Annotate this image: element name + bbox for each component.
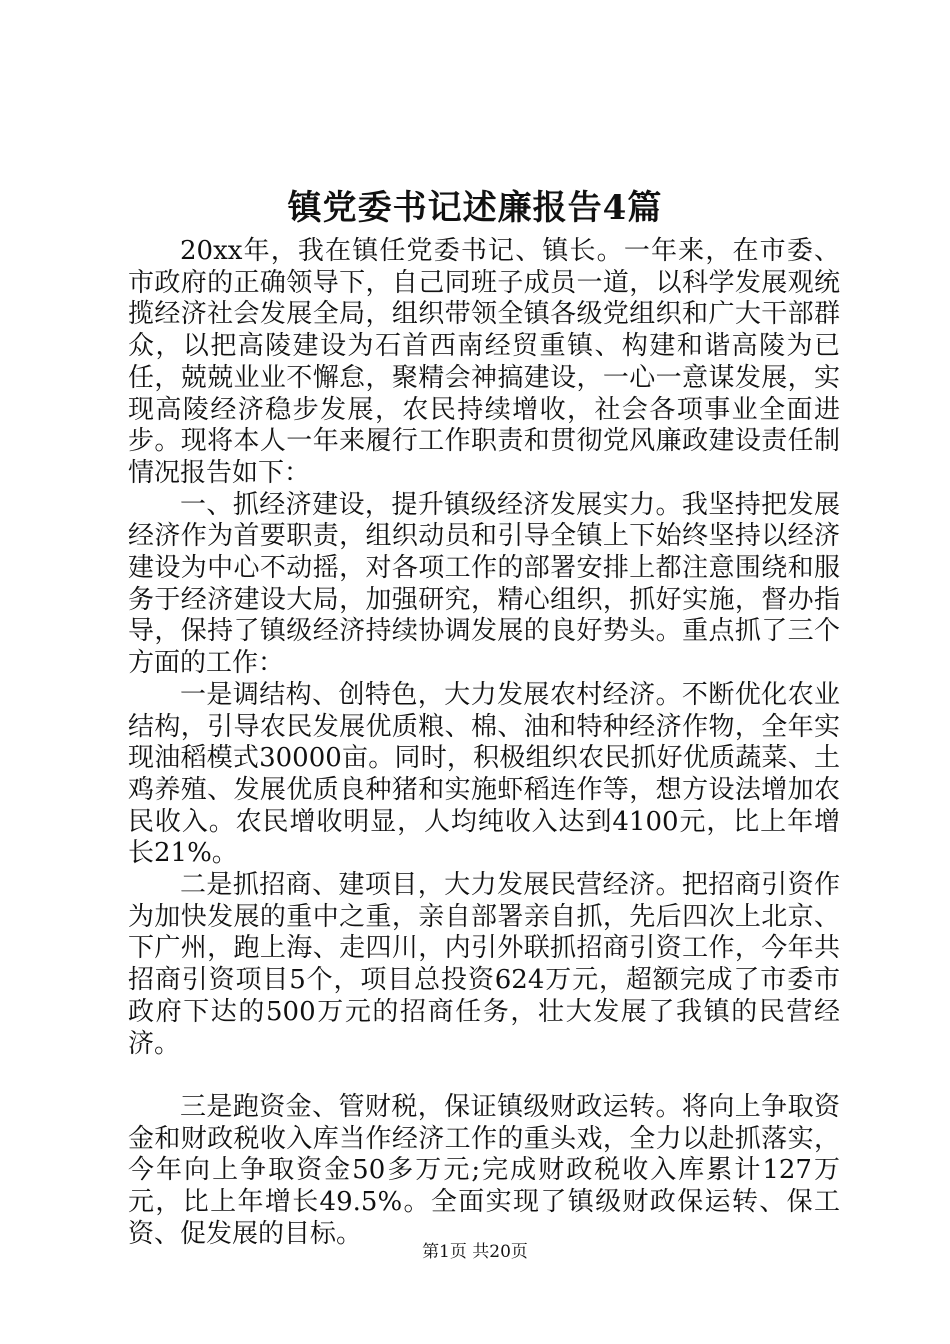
paragraph-item-2: 二是抓招商、建项目，大力发展民营经济。把招商引资作为加快发展的重中之重，亲自部署亲自抓，先后四次上北京、下广州，跑上海、走四川，内引外联抓招商引资工作，今年共招商引资项目5个，项目总投资624万元，超额完成了市委市政府下达的500万元的招商任务，壮大发展了我镇的民营经济。 [128, 870, 840, 1059]
page-number-footer: 第1页 共20页 [422, 1242, 528, 1262]
paragraph-item-1: 一是调结构、创特色，大力发展农村经济。不断优化农业结构，引导农民发展优质粮、棉、油和特种经济作物，全年实现油稻模式30000亩。同时，积极组织农民抓好优质蔬菜、土鸡养殖、发展优质良种猪和实施虾稻连作等，想方设法增加农民收入。农民增收明显，人均纯收入达到4100元，比上年增长21%。 [128, 679, 840, 869]
paragraph-item-3: 三是跑资金、管财税，保证镇级财政运转。将向上争取资金和财政税收入库当作经济工作的重头戏，全力以赴抓落实，今年向上争取资金50多万元;完成财政税收入库累计127万元，比上年增长49.5%。全面实现了镇级财政保运转、保工资、促发展的目标。 [128, 1091, 840, 1249]
document-body [128, 236, 840, 1250]
paragraph-section-1: 一、抓经济建设，提升镇级经济发展实力。我坚持把发展经济作为首要职责，组织动员和引导全镇上下始终坚持以经济建设为中心不动摇，对各项工作的部署安排上都注意围绕和服务于经济建设大局，加强研究，精心组织，抓好实施，督办指导，保持了镇级经济持续协调发展的良好势头。重点抓了三个方面的工作： [128, 489, 840, 679]
document-title: 镇党委书记述廉报告4篇 [287, 188, 663, 228]
paragraph-intro: 20xx年，我在镇任党委书记、镇长。一年来，在市委、市政府的正确领导下，自己同班子成员一道，以科学发展观统揽经济社会发展全局，组织带领全镇各级党组织和广大干部群众，以把高陵建设为石首西南经贸重镇、构建和谐高陵为已任，兢兢业业不懈怠，聚精会神搞建设，一心一意谋发展，实现高陵经济稳步发展，农民持续增收，社会各项事业全面进步。现将本人一年来履行工作职责和贯彻党风廉政建设责任制情况报告如下： [128, 236, 840, 488]
